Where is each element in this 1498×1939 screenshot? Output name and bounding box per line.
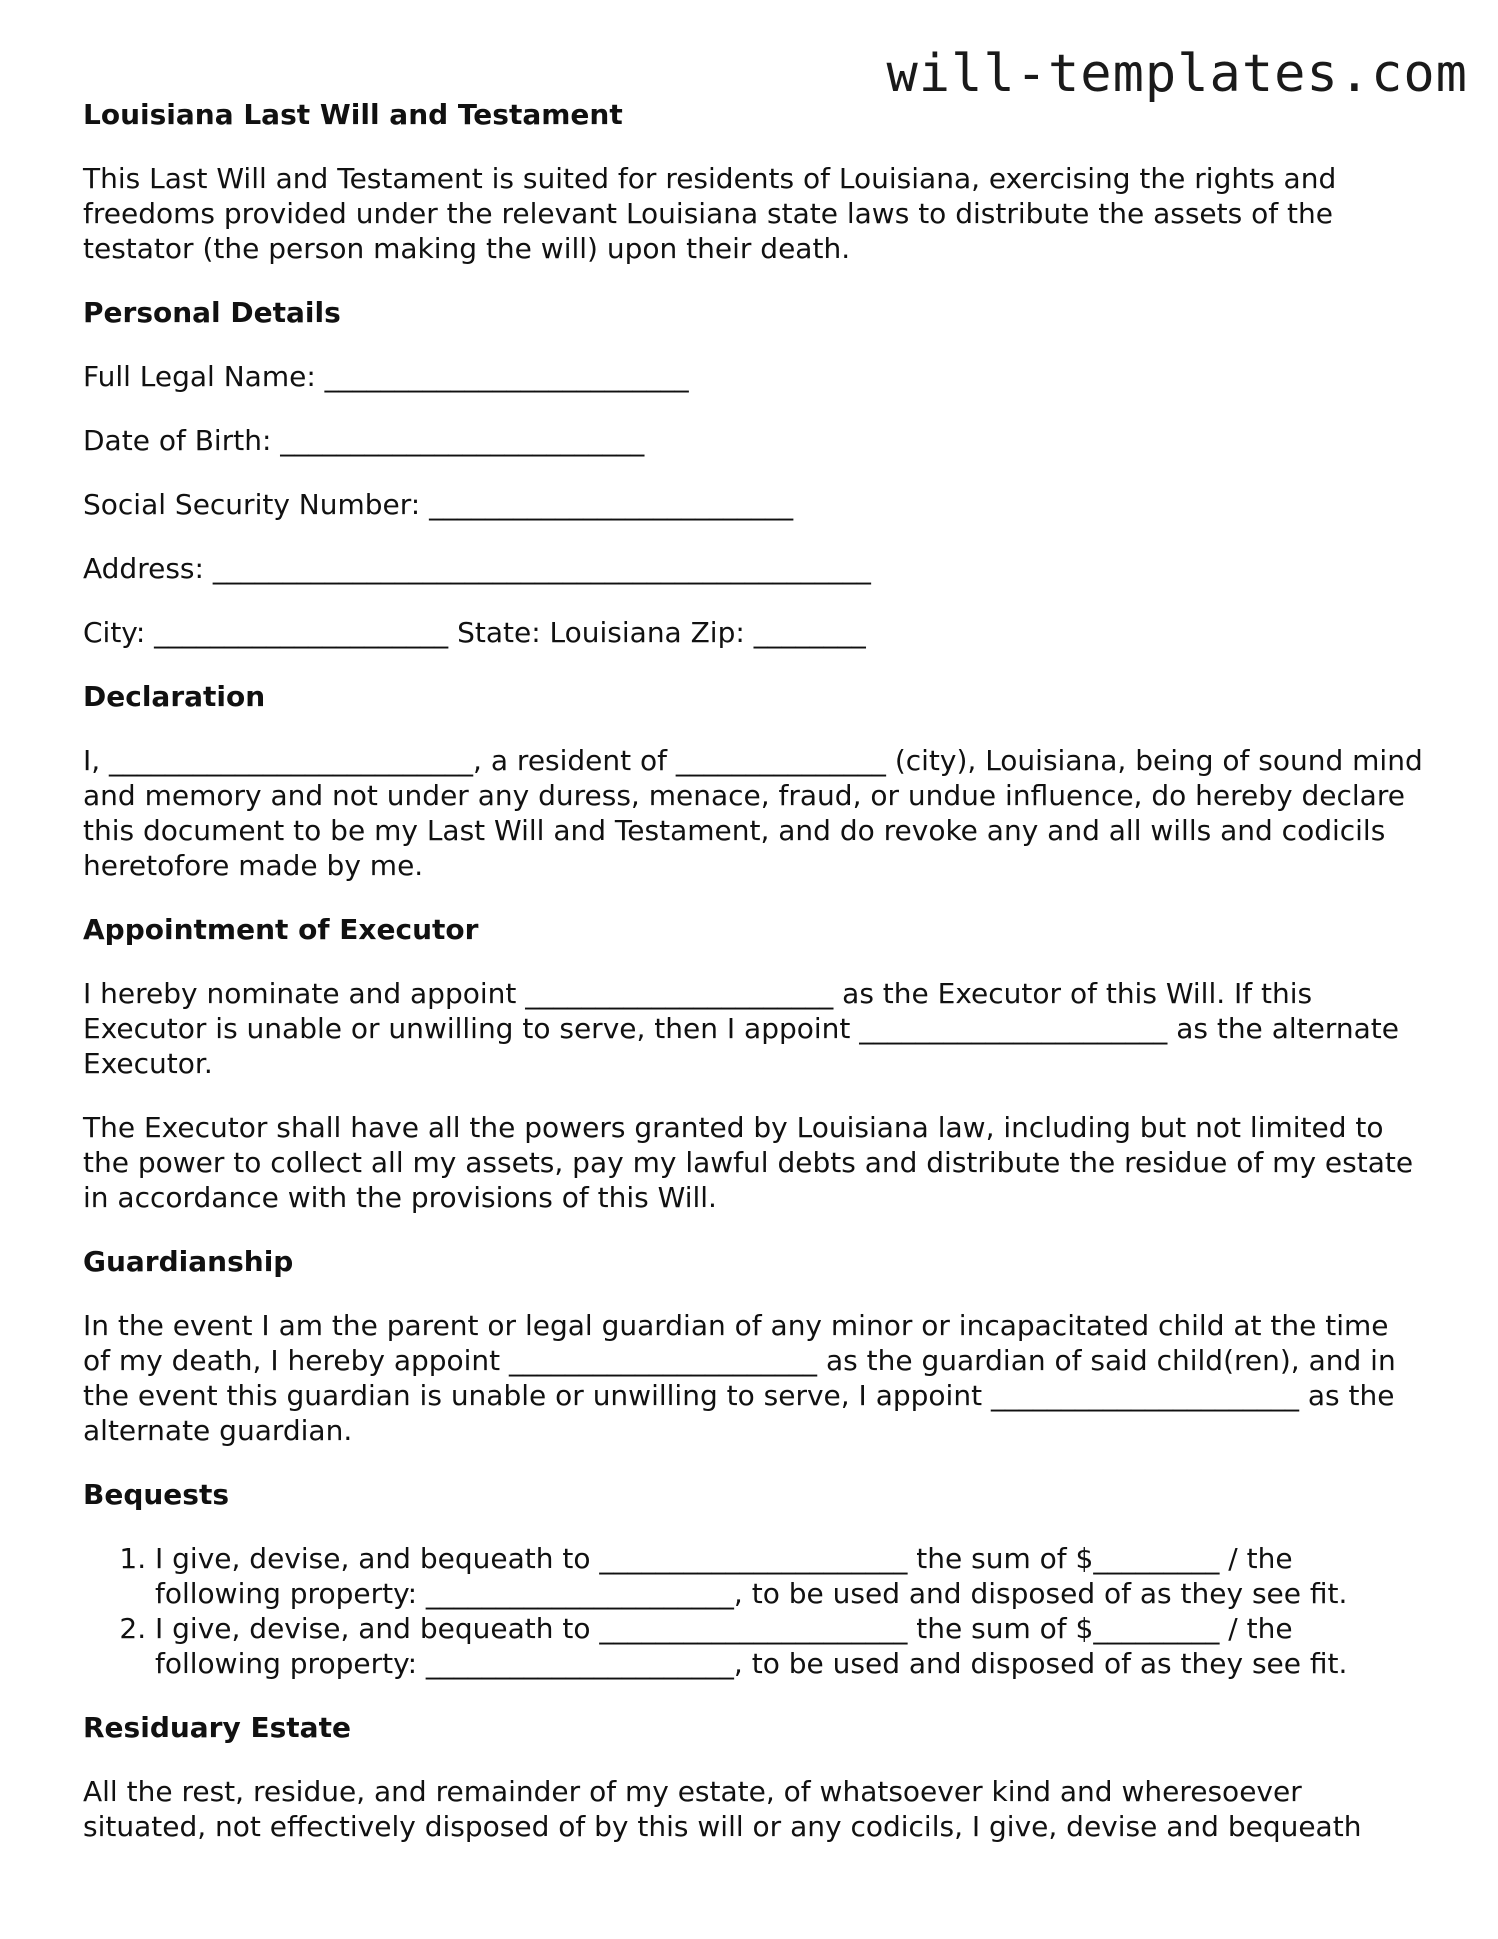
executor-heading: Appointment of Executor: [83, 913, 479, 946]
intro-paragraph: This Last Will and Testament is suited for residents of Louisiana, exercising the rights and freedoms provided under the relevant Louisiana state laws to distribute the assets of the testator (the person making the will) upon their death.: [83, 162, 1337, 265]
personal-details-heading: Personal Details: [83, 296, 341, 329]
full-name-field: Full Legal Name: __________________________: [83, 360, 689, 393]
declaration-paragraph: I, __________________________, a resident of _______________ (city), Louisiana, being of sound mind and memory and not under any duress, menace, fraud, or undue influence, do hereby declare this document to be my Last Will and Testament, and do revoke any and all wills and codicils heretofore made by me.: [83, 744, 1423, 882]
site-watermark: will-templates.com: [886, 44, 1468, 104]
executor-paragraph: I hereby nominate and appoint ______________________ as the Executor of this Will. If this Executor is unable or unwilling to serve, then I appoint ______________________ as the alternate Executor.: [83, 977, 1399, 1080]
residuary-paragraph: All the rest, residue, and remainder of my estate, of whatsoever kind and wheresoever situated, not effectively disposed of by this will or any codicils, I give, devise and bequeath: [83, 1775, 1362, 1843]
bequests-heading: Bequests: [83, 1478, 230, 1511]
bequests-list: [83, 1541, 1423, 1681]
document-title: Louisiana Last Will and Testament: [83, 98, 623, 131]
residuary-heading: Residuary Estate: [83, 1711, 351, 1744]
declaration-heading: Declaration: [83, 680, 266, 713]
dob-field: Date of Birth: __________________________: [83, 424, 645, 457]
address-field: Address: _______________________________________________: [83, 552, 871, 585]
city-state-zip-field: City: _____________________ State: Louisiana Zip: ________: [83, 616, 866, 649]
will-document: [83, 97, 1423, 1873]
bequest-item: 2. I give, devise, and bequeath to ______________________ the sum of $_________ / the following property: ______________________, to be used and disposed of as they see fit.: [155, 1611, 1423, 1681]
guardianship-paragraph: In the event I am the parent or legal guardian of any minor or incapacitated child at the time of my death, I hereby appoint ______________________ as the guardian of said child(ren), and in the event this guardian is unable or unwilling to serve, I appoint ______________________ as the alternate guardian.: [83, 1309, 1396, 1447]
bequest-item: 1. I give, devise, and bequeath to ______________________ the sum of $_________ / the following property: ______________________, to be used and disposed of as they see fit.: [155, 1541, 1423, 1611]
guardianship-heading: Guardianship: [83, 1245, 294, 1278]
executor-powers-paragraph: The Executor shall have all the powers granted by Louisiana law, including but not limited to the power to collect all my assets, pay my lawful debts and distribute the residue of my estate in accordance with the provisions of this Will.: [83, 1111, 1414, 1214]
ssn-field: Social Security Number: __________________________: [83, 488, 794, 521]
